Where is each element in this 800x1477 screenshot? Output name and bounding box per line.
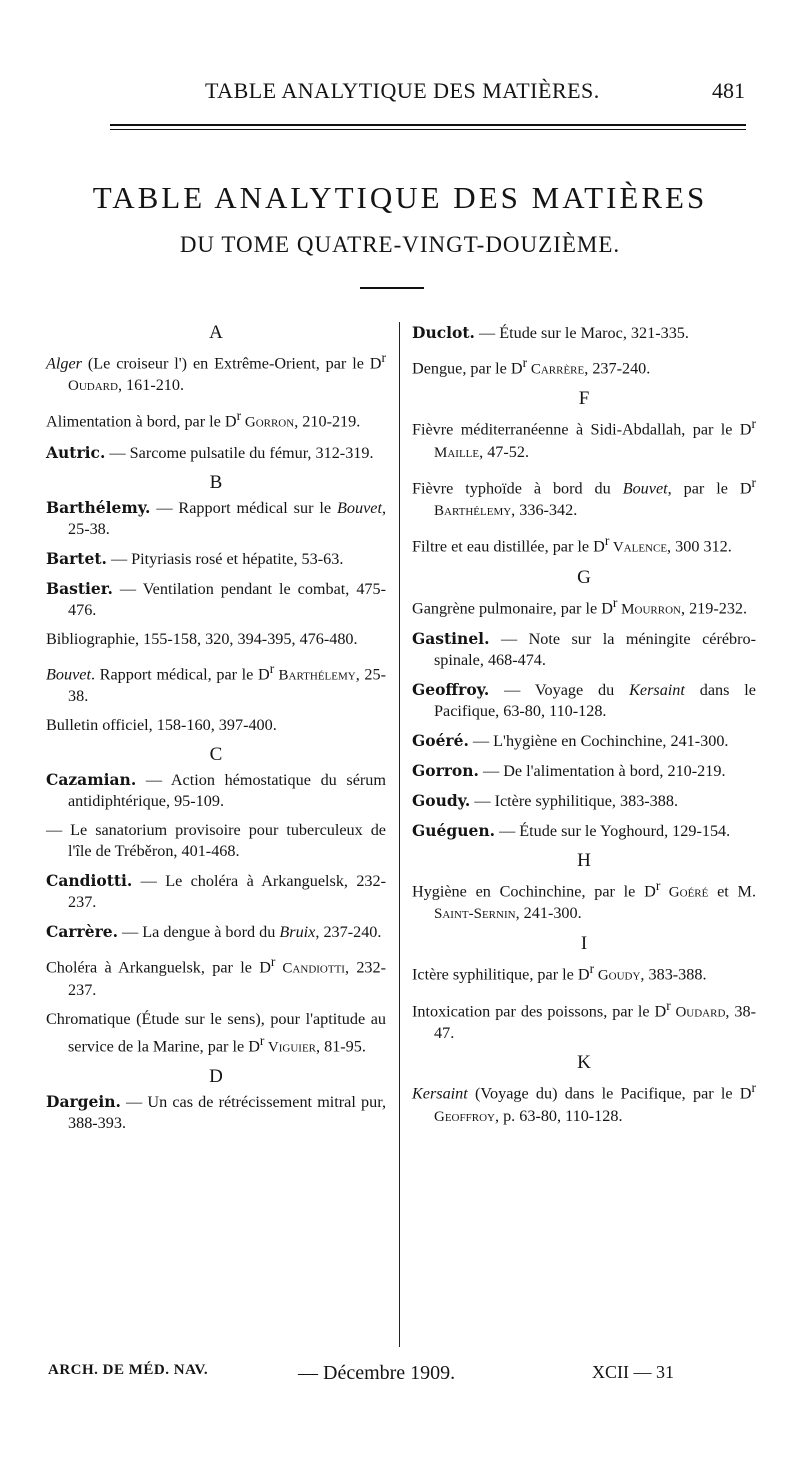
index-entry-candiotti: Candiotti. — Le choléra à Arkanguelsk, 232-237. — [46, 871, 386, 912]
index-entry-bartet: Bartet. — Pityriasis rosé et hépatite, 53-63. — [46, 548, 344, 568]
index-entry-cazamian: Cazamian. — Action hémostatique du sérum antidiphtérique, 95-109. — [46, 770, 386, 811]
section-letter-d: D — [209, 1065, 223, 1087]
section-letter-c: C — [209, 744, 223, 766]
index-entry-carrere: Carrère. — La dengue à bord du Bruix, 237-240. — [46, 922, 382, 942]
index-entry-alimentation: Alimentation à bord, par le $D^r$ Gorron, 210-219. — [46, 408, 361, 431]
section-letter-h: H — [577, 849, 591, 871]
index-entry-goere: Goéré. — L'hygiène en Cochinchine, 241-300. — [412, 730, 729, 750]
index-entry-duclot: Duclot. — Étude sur le Maroc, 321-335. — [412, 323, 689, 342]
index-entry-gorron: Gorron. — De l'alimentation à bord, 210-219. — [412, 760, 726, 780]
index-entry-geoffroy: Geoffroy. — Voyage du Kersaint dans le Pacifique, 63-80, 110-128. — [412, 679, 756, 720]
index-entry-bastier: Bastier. — Ventilation pendant le combat, 475-476. — [46, 578, 386, 619]
index-entry-alger: Alger (Le croiseur l') en Extrême-Orient, par le $D^r$ Oudard, 161-210. — [46, 350, 386, 395]
index-entry-dargein: Dargein. — Un cas de rétrécissement mitral pur, 388-393. — [46, 1091, 386, 1132]
index-entry-bulletin: Bulletin officiel, 158-160, 397-400. — [46, 716, 277, 735]
index-entry-gastinel: Gastinel. — Note sur la méningite cérébro-spinale, 468-474. — [412, 628, 756, 669]
index-entry-gangrene: Gangrène pulmonaire, par le $D^r$ Mourron, 219-232. — [412, 594, 748, 617]
index-entry-filtre: Filtre et eau distillée, par le $D^r$ Valence, 300 312. — [412, 533, 732, 556]
section-letter-k: K — [577, 1052, 591, 1074]
index-entry-barthelemy: Barthélemy. — Rapport médical sur le Bouvet, 25-38. — [46, 497, 386, 538]
index-entry-dengue: Dengue, par le $D^r$ Carrère, 237-240. — [412, 355, 651, 378]
index-entry-kersaint: Kersaint (Voyage du) dans le Pacifique, par le $D^r$ Geoffroy, p. 63-80, 110-128. — [412, 1080, 756, 1125]
index-entry-autric: Autric. — Sarcome pulsatile du fémur, 312-319. — [46, 442, 374, 462]
index-entry-fievre-mediterraneenne: Fièvre méditerranéenne à Sidi-Abdallah, par le $D^r$ Maille, 47-52. — [412, 416, 756, 461]
column-divider — [399, 322, 400, 1347]
index-entry-cholera: Choléra à Arkanguelsk, par le $D^r$ Candiotti, 232-237. — [46, 954, 386, 999]
page-subtitle: DU TOME QUATRE-VINGT-DOUZIÈME. — [179, 232, 621, 257]
index-column-right — [412, 322, 756, 1136]
running-header: TABLE ANALYTIQUE DES MATIÈRES. — [205, 78, 600, 103]
footer-journal: ARCH. DE MÉD. NAV. — [48, 1362, 209, 1378]
footer-date: — Décembre 1909. — [298, 1362, 456, 1384]
page-title: TABLE ANALYTIQUE DES MATIÈRES — [92, 180, 708, 215]
header-rule — [110, 124, 746, 130]
page-number: 481 — [712, 78, 745, 103]
index-entry-goudy: Goudy. — Ictère syphilitique, 383-388. — [412, 790, 679, 810]
index-column-left — [46, 322, 386, 1142]
index-entry-chromatique: Chromatique (Étude sur le sens), pour l'aptitude au service de la Marine, par le $D^r$ Viguier, 81-95. — [46, 1009, 386, 1055]
index-entry-bouvet: Bouvet. Rapport médical, par le $D^r$ Barthélemy, 25-38. — [46, 660, 387, 706]
index-entry-ictere: Ictère syphilitique, par le $D^r$ Goudy, 383-388. — [412, 961, 707, 984]
section-letter-a: A — [209, 322, 223, 343]
index-entry-hygiene: Hygiène en Cochinchine, par le $D^r$ Goéré et M. Saint-Sernin, 241-300. — [412, 877, 756, 923]
index-entry-bibliographie: Bibliographie, 155-158, 320, 394-395, 476-480. — [46, 629, 358, 648]
section-letter-f: F — [578, 388, 590, 410]
index-entry-intoxication: Intoxication par des poissons, par le $D^r$ Oudard, 38-47. — [412, 997, 757, 1043]
index-entry-sanatorium: — Le sanatorium provisoire pour tuberculeux de l'île de Tréběron, 401-468. — [46, 821, 386, 861]
title-rule — [360, 287, 424, 289]
index-entry-gueguen: Guéguen. — Étude sur le Yoghourd, 129-154. — [412, 820, 731, 840]
section-letter-b: B — [209, 471, 223, 493]
section-letter-g: G — [577, 566, 591, 588]
section-letter-i: I — [580, 933, 588, 955]
footer-volume: XCII — 31 — [592, 1362, 674, 1382]
index-entry-fievre-typhoide: Fièvre typhoïde à bord du Bouvet, par le $D^r$ Barthélemy, 336-342. — [412, 474, 757, 520]
